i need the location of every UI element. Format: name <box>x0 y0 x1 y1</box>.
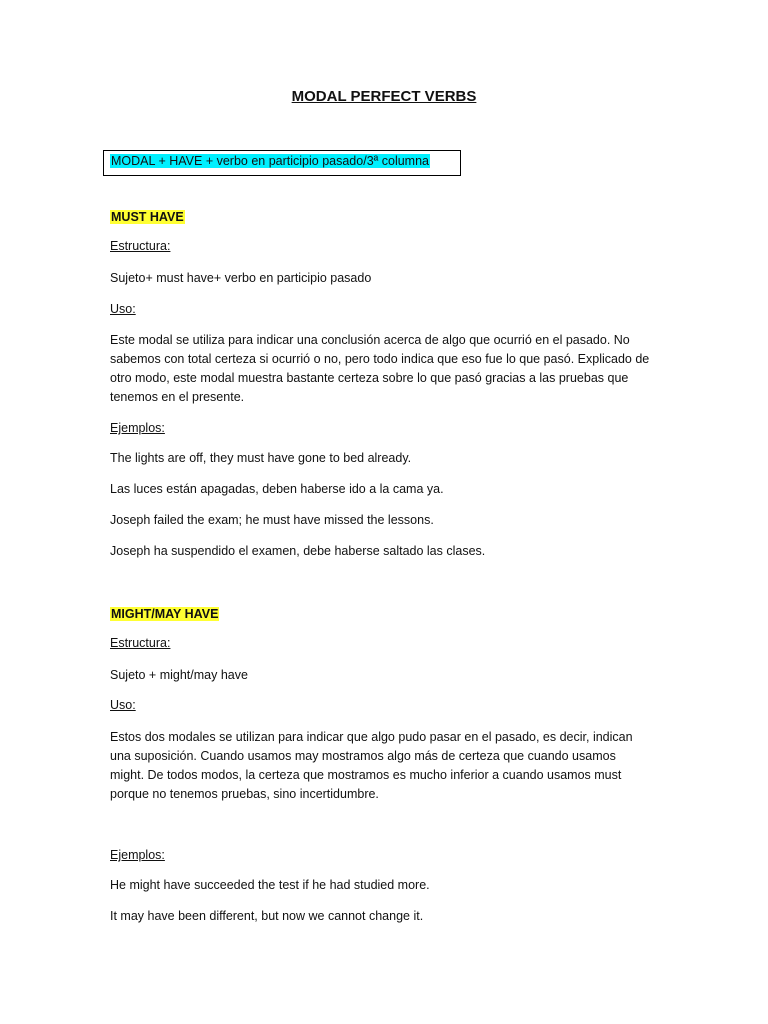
must-have-example-3: Joseph failed the exam; he must have missed the lessons. <box>110 513 434 527</box>
might-have-heading-wrap <box>110 605 219 623</box>
must-have-structure: Sujeto+ must have+ verbo en participio pasado <box>110 271 372 285</box>
might-have-example-1: He might have succeeded the test if he had studied more. <box>110 878 430 892</box>
must-have-examples-label: Ejemplos: <box>110 421 165 435</box>
might-have-use-text: Estos dos modales se utilizan para indicar que algo pudo pasar en el pasado, es decir, indican una suposición. Cuando usamos may mostramos algo más de certeza que cuando usamos might. De todos modos, la certeza que mostramos es mucho inferior a cuando usamos must porque no tenemos pruebas, sino incertidumbre. <box>110 730 633 801</box>
page-title: MODAL PERFECT VERBS <box>291 88 477 105</box>
must-have-structure-label: Estructura: <box>110 239 171 253</box>
must-have-use-text: Este modal se utiliza para indicar una conclusión acerca de algo que ocurrió en el pasado. No sabemos con total certeza si ocurrió o no, pero todo indica que eso fue lo que pasó. Explicado de otro modo, este modal muestra bastante certeza sobre lo que pasó gracias a las pruebas que tenemos en el presente. <box>110 333 650 404</box>
must-have-example-1: The lights are off, they must have gone to bed already. <box>110 451 412 465</box>
must-have-example-4: Joseph ha suspendido el examen, debe haberse saltado las clases. <box>110 544 486 558</box>
must-have-heading: MUST HAVE <box>111 210 184 224</box>
must-have-example-2: Las luces están apagadas, deben haberse ido a la cama ya. <box>110 482 444 496</box>
might-have-structure: Sujeto + might/may have <box>110 668 248 682</box>
might-have-examples-label: Ejemplos: <box>110 848 165 862</box>
might-have-structure-label: Estructura: <box>110 636 171 650</box>
might-have-heading: MIGHT/MAY HAVE <box>111 607 219 621</box>
might-have-use-label: Uso: <box>110 698 136 712</box>
might-have-example-2: It may have been different, but now we cannot change it. <box>110 909 424 923</box>
formula-text: MODAL + HAVE + verbo en participio pasado/3ª columna <box>111 154 429 168</box>
must-have-use-label: Uso: <box>110 302 136 316</box>
must-have-heading-wrap <box>110 208 185 226</box>
formula-box <box>103 150 461 176</box>
